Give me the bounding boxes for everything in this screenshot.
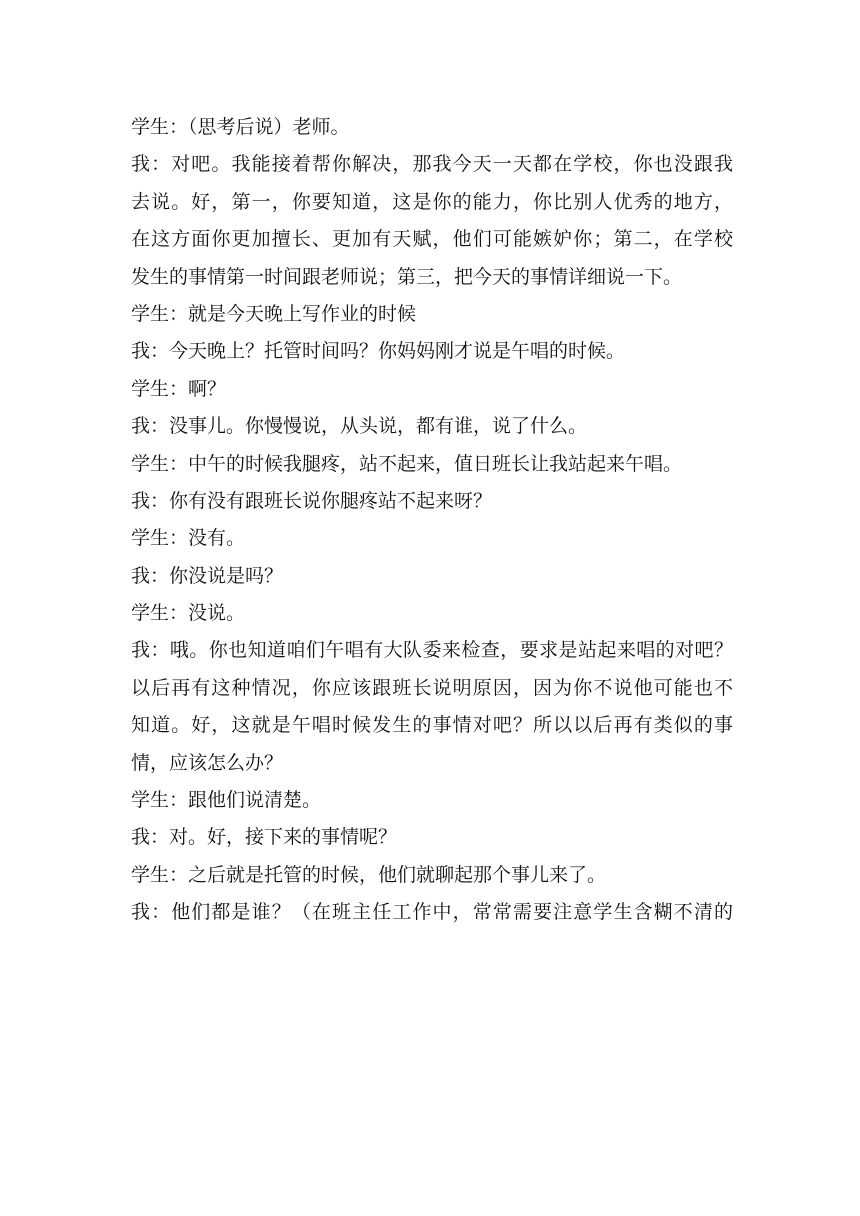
text-line: 学生：没说。 xyxy=(131,602,246,625)
text-line: 我：你没说是吗？ xyxy=(131,564,284,587)
text-line: 知道。好，这就是午唱时候发生的事情对吧？所以以后再有类似的事 xyxy=(131,714,733,737)
text-line: 我：没事儿。你慢慢说，从头说，都有谁，说了什么。 xyxy=(131,415,588,438)
text-line: 情，应该怎么办？ xyxy=(131,751,284,774)
text-line: 我：今天晚上？托管时间吗？你妈妈刚才说是午唱的时候。 xyxy=(131,340,626,363)
text-line: 我：对吧。我能接着帮你解决，那我今天一天都在学校，你也没跟我 xyxy=(131,153,733,176)
text-line: 学生：（思考后说）老师。 xyxy=(131,116,350,138)
text-line: 我：他们都是谁？（在班主任工作中，常常需要注意学生含糊不清的 xyxy=(131,901,733,924)
text-line: 我：对。好，接下来的事情呢？ xyxy=(131,826,398,849)
text-line: 我：哦。你也知道咱们午唱有大队委来检查，要求是站起来唱的对吧？ xyxy=(131,639,733,662)
text-line: 以后再有这种情况，你应该跟班长说明原因，因为你不说他可能也不 xyxy=(131,676,733,699)
text-line: 学生：跟他们说清楚。 xyxy=(131,789,322,812)
text-line: 去说。好，第一，你要知道，这是你的能力，你比别人优秀的地方， xyxy=(131,190,733,213)
text-line: 在这方面你更加擅长、更加有天赋，他们可能嫉妒你；第二，在学校 xyxy=(131,228,733,251)
text-line: 学生：没有。 xyxy=(131,527,246,550)
text-line: 学生：啊？ xyxy=(131,377,227,400)
text-line: 发生的事情第一时间跟老师说；第三，把今天的事情详细说一下。 xyxy=(131,265,683,288)
dialogue-text xyxy=(131,109,733,932)
text-line: 学生：就是今天晚上写作业的时候 xyxy=(131,302,417,325)
text-line: 我：你有没有跟班长说你腿疼站不起来呀？ xyxy=(131,489,493,512)
text-line: 学生：中午的时候我腿疼，站不起来，值日班长让我站起来午唱。 xyxy=(131,452,683,475)
text-line: 学生：之后就是托管的时候，他们就聊起那个事儿来了。 xyxy=(131,863,607,886)
